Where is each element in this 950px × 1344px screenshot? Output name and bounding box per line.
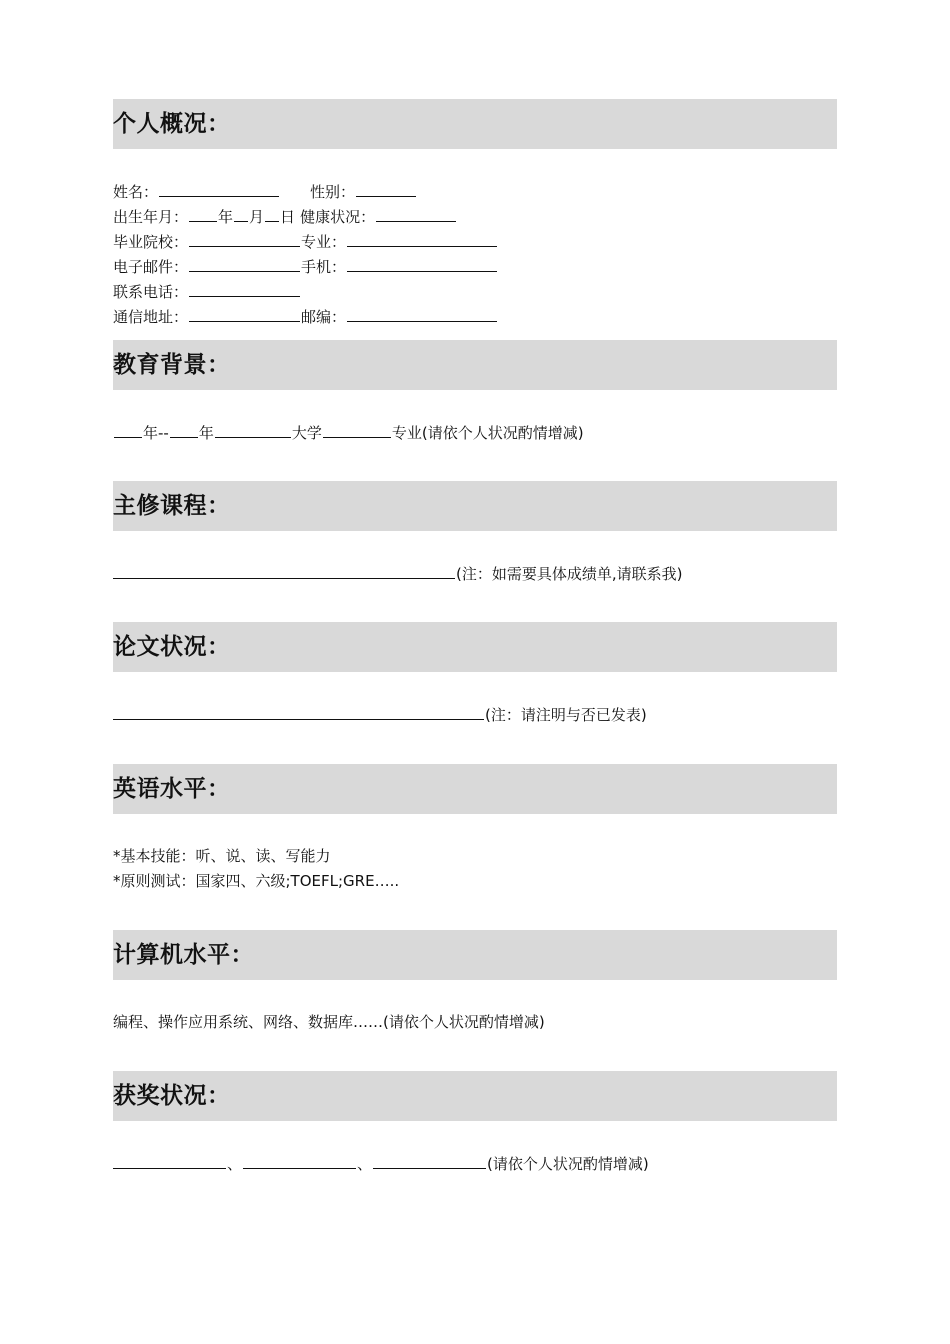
health-blank[interactable]: [376, 206, 456, 222]
heading-text: 论文状况：: [113, 634, 231, 660]
section-heading-courses: [113, 481, 837, 531]
health-label: 健康状况：: [300, 208, 376, 226]
name-label: 姓名：: [113, 183, 159, 201]
year-sep-label: 年--: [143, 424, 169, 442]
mobile-blank[interactable]: [347, 256, 497, 272]
zip-blank[interactable]: [347, 306, 497, 322]
edu-major-label: 专业(请依个人状况酌情增减): [391, 424, 584, 442]
start-year-blank[interactable]: [114, 422, 142, 438]
courses-note: (注：如需要具体成绩单,请联系我): [456, 565, 683, 583]
address-label: 通信地址：: [113, 308, 189, 326]
email-blank[interactable]: [189, 256, 300, 272]
heading-text: 获奖状况：: [113, 1083, 231, 1109]
phone-blank[interactable]: [189, 281, 300, 297]
computer-skills-line: 编程、操作应用系统、网络、数据库……(请依个人状况酌情增减): [113, 1013, 545, 1031]
mobile-label: 手机：: [301, 258, 347, 276]
zip-label: 邮编：: [301, 308, 347, 326]
section-heading-english: [113, 764, 837, 814]
birth-health-line: [113, 206, 457, 227]
heading-text: 英语水平：: [113, 776, 231, 802]
month-label: 月: [249, 208, 265, 226]
thesis-line: [113, 704, 647, 725]
birth-year-blank[interactable]: [189, 206, 217, 222]
award-separator: 、: [227, 1155, 243, 1173]
heading-text: 教育背景：: [113, 352, 231, 378]
email-mobile-line: [113, 256, 498, 277]
name-blank[interactable]: [159, 181, 279, 197]
name-gender-line: [113, 181, 417, 202]
year-label: 年: [218, 208, 234, 226]
thesis-blank[interactable]: [113, 704, 484, 720]
section-heading-personal: [113, 99, 837, 149]
education-line: [113, 422, 584, 443]
section-heading-awards: [113, 1071, 837, 1121]
major-label: 专业：: [301, 233, 347, 251]
gender-label: 性别：: [310, 183, 356, 201]
address-zip-line: [113, 306, 498, 327]
english-skills-line: *基本技能：听、说、读、写能力: [113, 847, 331, 865]
phone-line: [113, 281, 301, 302]
heading-text: 主修课程：: [113, 493, 231, 519]
phone-label: 联系电话：: [113, 283, 189, 301]
edu-major-blank[interactable]: [323, 422, 391, 438]
section-heading-thesis: [113, 622, 837, 672]
thesis-note: (注：请注明与否已发表): [485, 706, 647, 724]
university-label: 大学: [291, 424, 322, 442]
award-separator: 、: [357, 1155, 373, 1173]
heading-text: 个人概况：: [113, 111, 231, 137]
school-major-line: [113, 231, 498, 252]
school-blank[interactable]: [189, 231, 300, 247]
address-blank[interactable]: [189, 306, 300, 322]
year-label: 年: [198, 424, 214, 442]
awards-note: (请依个人状况酌情增减): [487, 1155, 649, 1173]
heading-text: 计算机水平：: [113, 942, 254, 968]
english-tests-line: *原则测试：国家四、六级;TOEFL;GRE…..: [113, 872, 400, 890]
major-blank[interactable]: [347, 231, 497, 247]
courses-blank[interactable]: [113, 563, 455, 579]
birth-month-blank[interactable]: [234, 206, 248, 222]
courses-line: [113, 563, 682, 584]
award-blank-2[interactable]: [243, 1153, 356, 1169]
school-label: 毕业院校：: [113, 233, 189, 251]
award-blank-3[interactable]: [373, 1153, 486, 1169]
email-label: 电子邮件：: [113, 258, 189, 276]
birth-label: 出生年月：: [113, 208, 189, 226]
birth-day-blank[interactable]: [265, 206, 279, 222]
section-heading-computer: [113, 930, 837, 980]
day-label: 日: [280, 208, 296, 226]
gender-blank[interactable]: [356, 181, 416, 197]
awards-line: [113, 1153, 649, 1174]
end-year-blank[interactable]: [170, 422, 198, 438]
award-blank-1[interactable]: [113, 1153, 226, 1169]
section-heading-education: [113, 340, 837, 390]
university-blank[interactable]: [215, 422, 291, 438]
